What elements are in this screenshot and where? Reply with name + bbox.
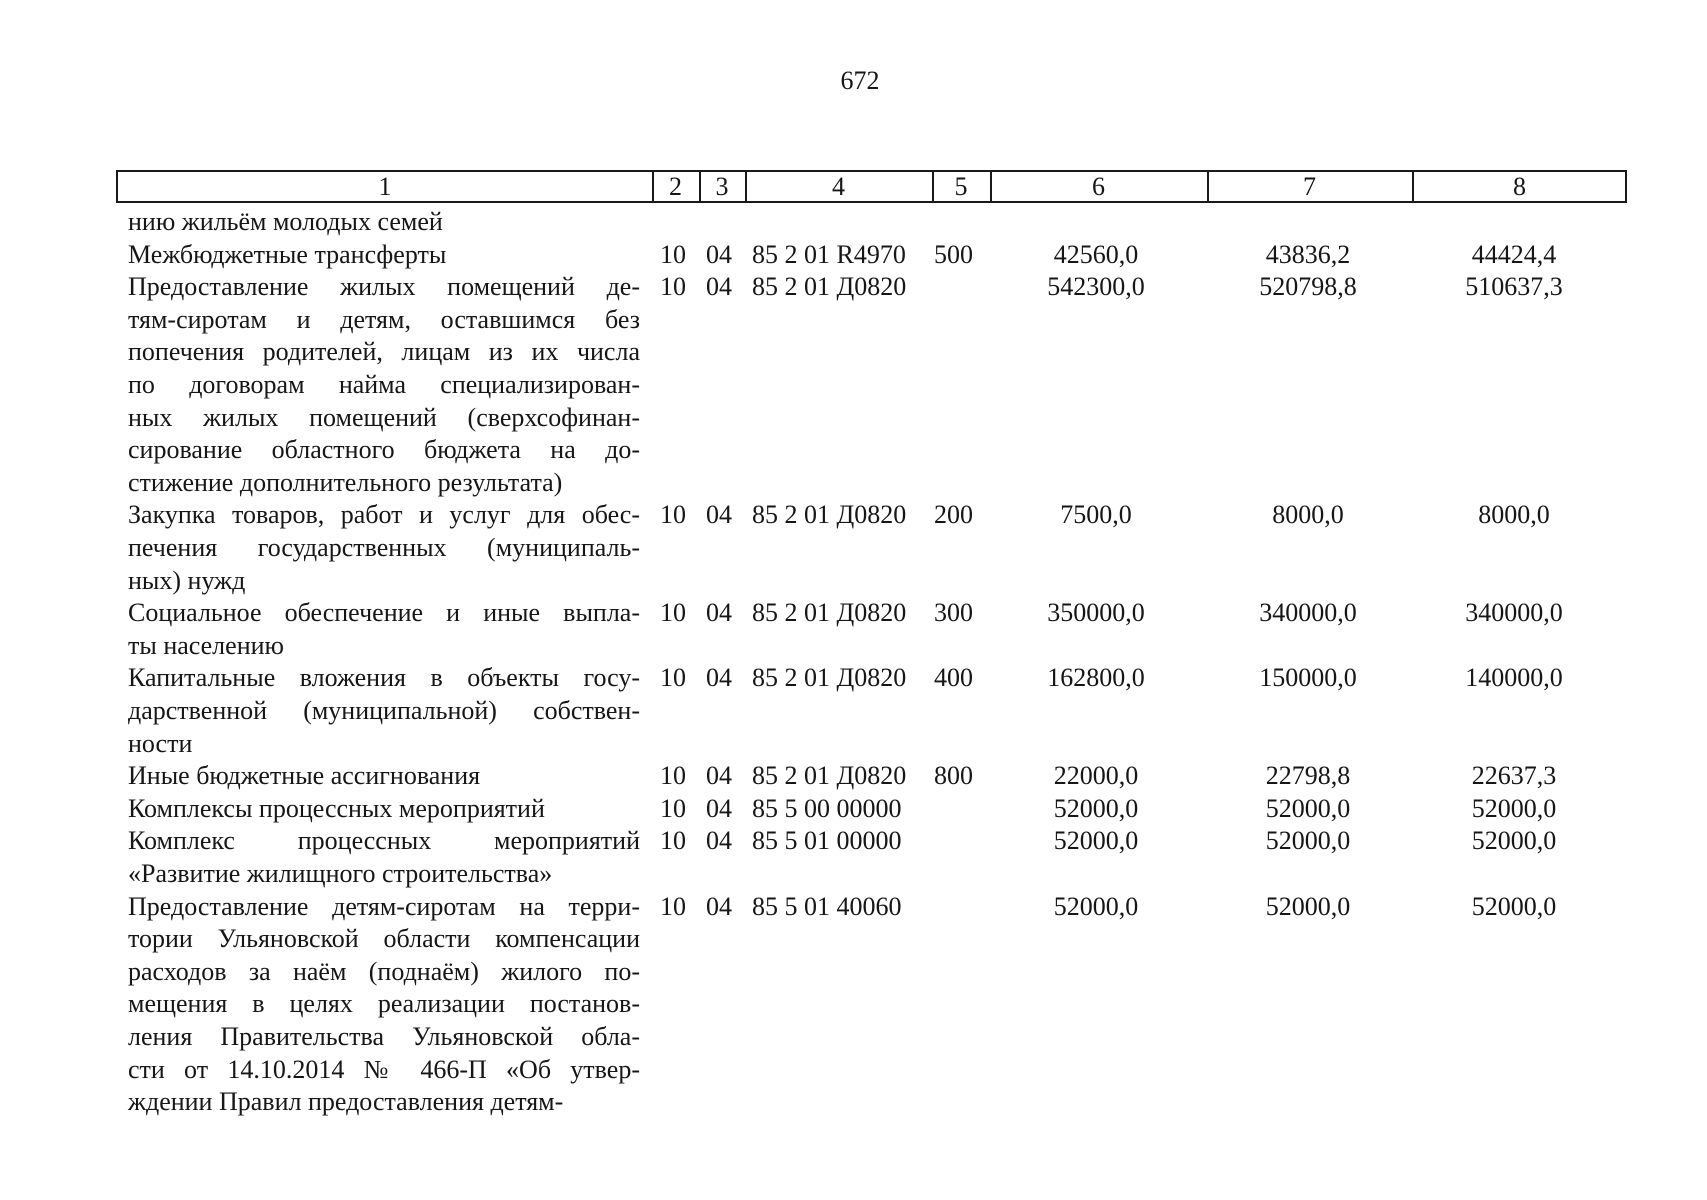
row-3-c8: 8000,0: [1478, 500, 1550, 530]
row-3-c6: 7500,0: [1060, 500, 1132, 530]
row-7-c3: 04: [706, 793, 732, 823]
row-6-c5: 800: [934, 761, 973, 791]
row-7-c4: 85 5 00 00000: [752, 793, 902, 823]
row-7-c6: 52000,0: [1053, 793, 1139, 823]
row-8-c7: 52000,0: [1265, 826, 1351, 856]
row-1-c8: 44424,4: [1471, 239, 1557, 269]
row-5-c2: 10: [660, 663, 686, 693]
row-8-c2: 10: [660, 826, 686, 856]
row-8-c6: 52000,0: [1053, 826, 1139, 856]
row-2-name-line: тям-сиротам и детям, оставшимся без: [128, 304, 640, 334]
row-3-name-line: печения государственных (муниципаль-: [128, 533, 640, 562]
row-8-c4: 85 5 01 00000: [752, 826, 902, 856]
row-5-c8: 140000,0: [1465, 663, 1563, 693]
page-number: 672: [840, 66, 880, 95]
header-col-8: 8: [1513, 171, 1526, 201]
header-col-4: 4: [745, 172, 934, 201]
row-2-name-line: сирование областного бюджета на до-: [128, 435, 640, 465]
row-0-name-line: нию жильём молодых семей: [128, 207, 443, 236]
row-5-name-line: ности: [128, 728, 193, 758]
row-9-c6: 52000,0: [1053, 891, 1139, 921]
table-header: [116, 170, 1627, 203]
row-5-c7: 150000,0: [1259, 663, 1357, 693]
row-3-c3: 04: [706, 500, 732, 530]
row-8-name-line: Комплекс процессных мероприятий: [128, 826, 640, 856]
header-col-3: 3: [699, 172, 747, 201]
row-1-c4: 85 2 01 R4970: [752, 239, 906, 269]
row-9-name-line: Предоставление детям-сиротам на терри-: [128, 891, 640, 921]
row-5-name-line: дарственной (муниципальной) собствен-: [128, 696, 640, 725]
row-9-c4: 85 5 01 40060: [752, 891, 902, 921]
header-col-5: 5: [932, 172, 992, 201]
row-1-c3: 04: [706, 239, 732, 269]
row-5-c4: 85 2 01 Д0820: [752, 663, 907, 693]
row-9-name-line: ления Правительства Ульяновской обла-: [128, 1022, 640, 1051]
row-2-c3: 04: [706, 272, 732, 302]
row-1-name-line: Межбюджетные трансферты: [128, 239, 447, 269]
row-4-name-line: Социальное обеспечение и иные выпла-: [128, 598, 640, 628]
row-6-c6: 22000,0: [1053, 761, 1139, 791]
row-4-c3: 04: [706, 598, 732, 628]
row-4-c8: 340000,0: [1465, 598, 1563, 628]
row-9-name-line: расходов за наём (поднаём) жилого по-: [128, 956, 640, 986]
row-2-c7: 520798,8: [1259, 272, 1357, 302]
row-2-c8: 510637,3: [1465, 272, 1563, 302]
row-6-name-line: Иные бюджетные ассигнования: [128, 761, 481, 791]
row-2-name-line: Предоставление жилых помещений де-: [128, 272, 640, 302]
row-6-c7: 22798,8: [1265, 761, 1351, 791]
row-4-c6: 350000,0: [1047, 598, 1145, 628]
header-col-7: 7: [1207, 172, 1414, 201]
row-9-name-line: мещения в целях реализации постанов-: [128, 989, 640, 1019]
row-9-c7: 52000,0: [1265, 891, 1351, 921]
row-4-c4: 85 2 01 Д0820: [752, 598, 907, 628]
row-2-name-line: по договорам найма специализирован-: [128, 370, 640, 399]
row-2-name-line: попечения родителей, лицам из их числа: [128, 337, 640, 367]
row-7-c2: 10: [660, 793, 686, 823]
row-3-c2: 10: [660, 500, 686, 530]
row-6-c4: 85 2 01 Д0820: [752, 761, 907, 791]
row-9-name-line: ждении Правил предоставления детям-: [128, 1087, 564, 1117]
row-3-name-line: Закупка товаров, работ и услуг для обес-: [128, 500, 640, 530]
row-2-c2: 10: [660, 272, 686, 302]
row-2-name-line: ных жилых помещений (сверхсофинан-: [128, 402, 640, 432]
row-9-c2: 10: [660, 891, 686, 921]
row-1-c6: 42560,0: [1053, 239, 1139, 269]
row-6-c8: 22637,3: [1471, 761, 1557, 791]
row-7-name-line: Комплексы процессных мероприятий: [128, 793, 545, 823]
row-5-c6: 162800,0: [1047, 663, 1145, 693]
row-3-name-line: ных) нужд: [128, 565, 246, 595]
header-col-1: 1: [118, 172, 654, 201]
row-1-c7: 43836,2: [1265, 239, 1351, 269]
row-7-c7: 52000,0: [1265, 793, 1351, 823]
row-4-name-line: ты населению: [128, 630, 284, 660]
row-8-name-line: «Развитие жилищного строительства»: [128, 859, 553, 888]
row-6-c3: 04: [706, 761, 732, 791]
row-9-name-line: тории Ульяновской области компенсации: [128, 924, 640, 954]
row-9-c8: 52000,0: [1471, 891, 1557, 921]
row-2-name-line: стижение дополнительного результата): [128, 467, 563, 497]
row-9-c3: 04: [706, 891, 732, 921]
row-8-c3: 04: [706, 826, 732, 856]
row-3-c5: 200: [934, 500, 973, 530]
row-3-c7: 8000,0: [1272, 500, 1344, 530]
row-4-c2: 10: [660, 598, 686, 628]
row-4-c7: 340000,0: [1259, 598, 1357, 628]
row-1-c5: 500: [934, 239, 973, 269]
header-col-6: 6: [990, 172, 1209, 201]
row-8-c8: 52000,0: [1471, 826, 1557, 856]
row-6-c2: 10: [660, 761, 686, 791]
row-7-c8: 52000,0: [1471, 793, 1557, 823]
header-col-2: 2: [652, 172, 701, 201]
row-5-c3: 04: [706, 663, 732, 693]
row-4-c5: 300: [934, 598, 973, 628]
row-9-name-line: сти от 14.10.2014 № 466-П «Об утвер-: [128, 1054, 640, 1084]
row-1-c2: 10: [660, 239, 686, 269]
row-5-c5: 400: [934, 663, 973, 693]
row-3-c4: 85 2 01 Д0820: [752, 500, 907, 530]
row-5-name-line: Капитальные вложения в объекты госу-: [128, 663, 640, 693]
row-2-c4: 85 2 01 Д0820: [752, 272, 907, 302]
row-2-c6: 542300,0: [1047, 272, 1145, 302]
